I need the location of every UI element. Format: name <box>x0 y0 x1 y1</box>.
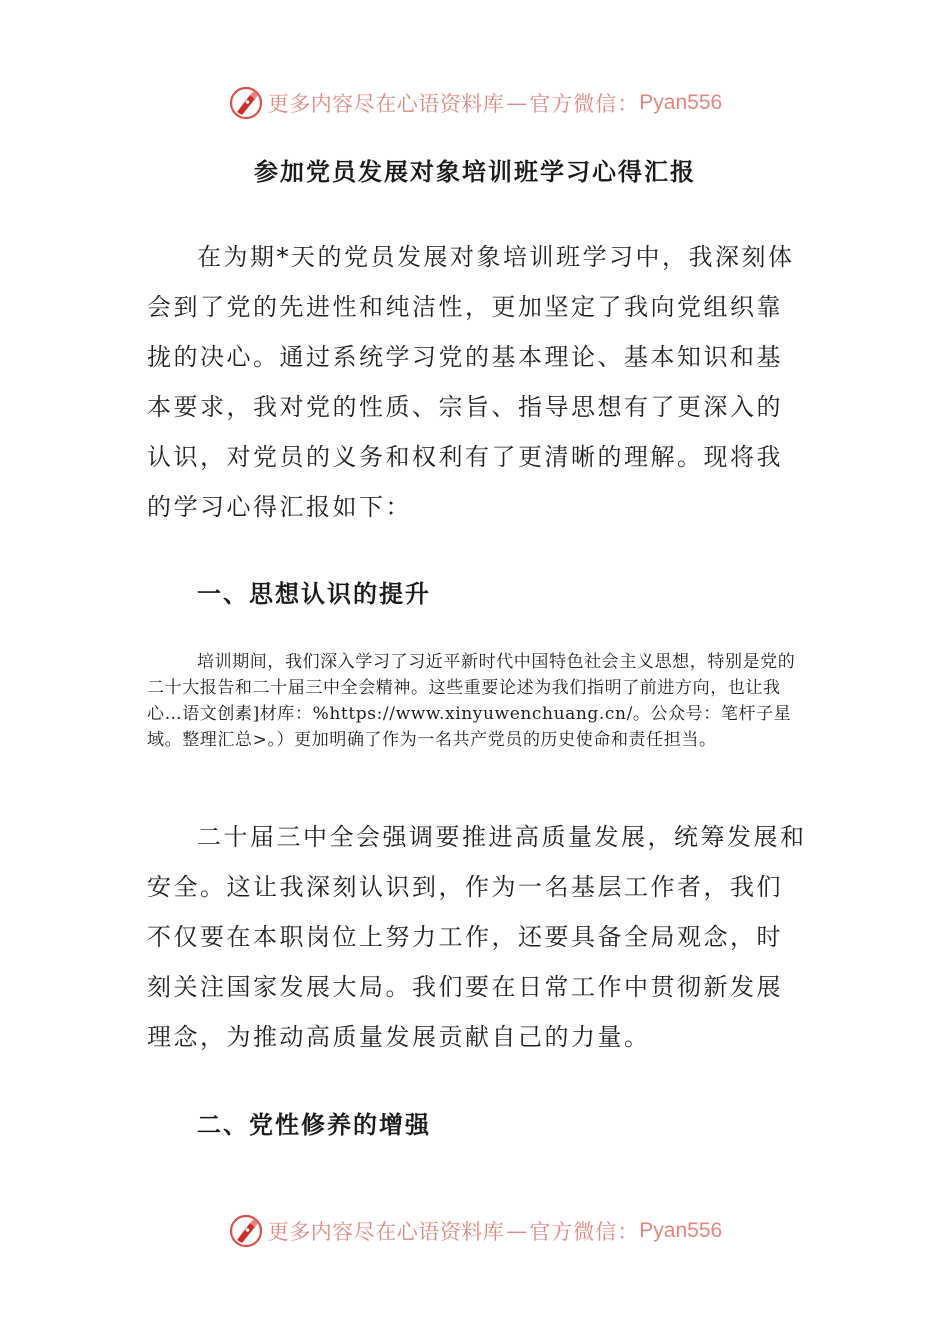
pen-nib-logo-icon <box>228 1213 264 1249</box>
banner-dash: — <box>506 1219 528 1243</box>
footer-banner <box>0 1206 950 1256</box>
paragraph-plenum: 二十届三中全会强调要推进高质量发展，统筹发展和安全。这让我深刻认识到，作为一名基层工作者，我们不仅要在本职岗位上努力工作，还要具备全局观念，时刻关注国家发展大局。我们要在日常工作中贯彻新发展理念，为推动高质量发展贡献自己的力量。 <box>147 823 807 1051</box>
document-title: 参加党员发展对象培训班学习心得汇报 <box>254 157 696 186</box>
banner-text: 更多内容尽在心语资料库 <box>267 1220 505 1244</box>
banner-wechat-label: 官方微信： <box>529 92 640 116</box>
banner-text: 更多内容尽在心语资料库 <box>267 92 505 116</box>
header-banner <box>0 78 950 128</box>
paragraph-study: 培训期间，我们深入学习了习近平新时代中国特色社会主义思想，特别是党的二十大报告和二十届三中全会精神。这些重要论述为我们指明了前进方向，也让我心…语文创素]材库：%https://www.xinyuwenchuang.cn/。公众号：笔杆子星域。整理汇总>。）更加明确了作为一名共产党员的历史使命和责任担当。 <box>147 652 796 750</box>
section-heading-1: 一、思想认识的提升 <box>197 579 431 608</box>
paragraph-intro: 在为期*天的党员发展对象培训班学习中，我深刻体会到了党的先进性和纯洁性，更加坚定了我向党组织靠拢的决心。通过系统学习党的基本理论、基本知识和基本要求，我对党的性质、宗旨、指导思想有了更深入的认识，对党员的义务和权利有了更清晰的理解。现将我的学习心得汇报如下： <box>147 243 795 521</box>
banner-wechat-label: 官方微信： <box>529 1220 640 1244</box>
banner-account: Pyan556 <box>639 91 723 114</box>
pen-nib-logo-icon <box>228 85 264 121</box>
banner-account: Pyan556 <box>639 1219 723 1242</box>
section-heading-2: 二、党性修养的增强 <box>197 1110 431 1139</box>
banner-dash: — <box>506 91 528 115</box>
